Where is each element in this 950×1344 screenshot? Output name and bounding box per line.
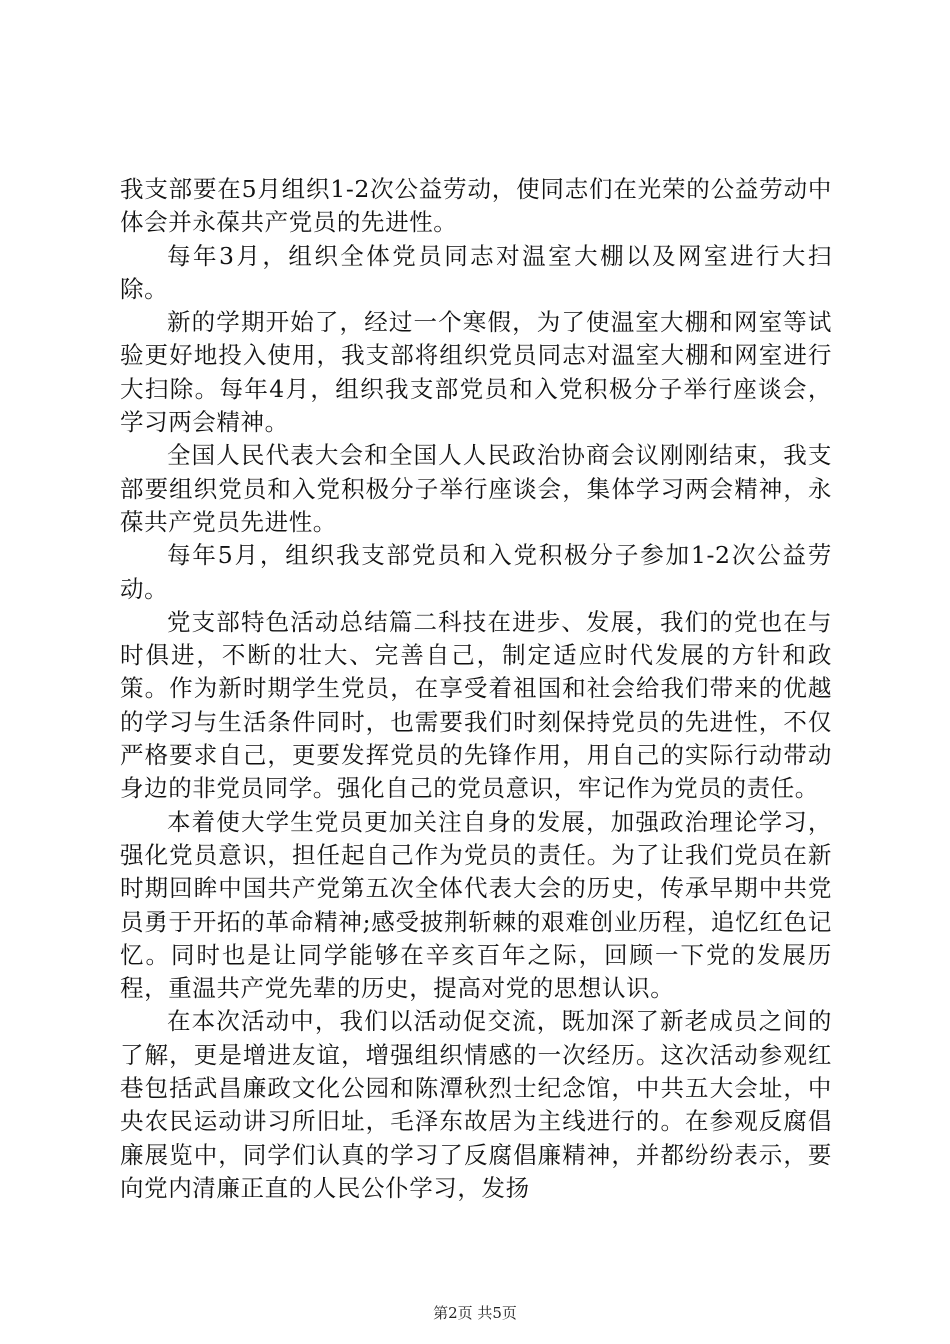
paragraph-8: 在本次活动中，我们以活动促交流，既加深了新老成员之间的了解，更是增进友谊，增强组织情感的一次经历。这次活动参观红巷包括武昌廉政文化公园和陈潭秋烈士纪念馆，中共五大会址，中央农民运动讲习所旧址，毛泽东故居为主线进行的。在参观反腐倡廉展览中，同学们认真的学习了反腐倡廉精神，并都纷纷表示，要向党内清廉正直的人民公仆学习，发扬 (120, 1007, 832, 1202)
paragraph-3: 新的学期开始了，经过一个寒假，为了使温室大棚和网室等试验更好地投入使用，我支部将组织党员同志对温室大棚和网室进行大扫除。每年4月，组织我支部党员和入党积极分子举行座谈会，学习两会精神。 (120, 308, 832, 437)
page-number-footer: 第2页 共5页 (433, 1304, 517, 1322)
paragraph-1: 我支部要在5月组织1-2次公益劳动，使同志们在光荣的公益劳动中体会并永葆共产党员的先进性。 (120, 175, 832, 237)
paragraph-4: 全国人民代表大会和全国人人民政治协商会议刚刚结束，我支部要组织党员和入党积极分子举行座谈会，集体学习两会精神，永葆共产党员先进性。 (120, 441, 832, 536)
paragraph-7: 本着使大学生党员更加关注自身的发展，加强政治理论学习，强化党员意识，担任起自己作为党员的责任。为了让我们党员在新时期回眸中国共产党第五次全体代表大会的历史，传承早期中共党员勇于开拓的革命精神;感受披荆斩棘的艰难创业历程，追忆红色记忆。同时也是让同学能够在辛亥百年之际，回顾一下党的发展历程，重温共产党先辈的历史，提高对党的思想认识。 (120, 807, 832, 1003)
paragraph-2: 每年3月，组织全体党员同志对温室大棚以及网室进行大扫除。 (120, 241, 832, 303)
paragraph-5: 每年5月，组织我支部党员和入党积极分子参加1-2次公益劳动。 (120, 541, 832, 603)
paragraph-6: 党支部特色活动总结篇二科技在进步、发展，我们的党也在与时俱进，不断的壮大、完善自己，制定适应时代发展的方针和政策。作为新时期学生党员，在享受着祖国和社会给我们带来的优越的学习与生活条件同时，也需要我们时刻保持党员的先进性，不仅严格要求自己，更要发挥党员的先锋作用，用自己的实际行动带动身边的非党员同学。强化自己的党员意识，牢记作为党员的责任。 (120, 607, 832, 803)
document-body (120, 173, 832, 1205)
